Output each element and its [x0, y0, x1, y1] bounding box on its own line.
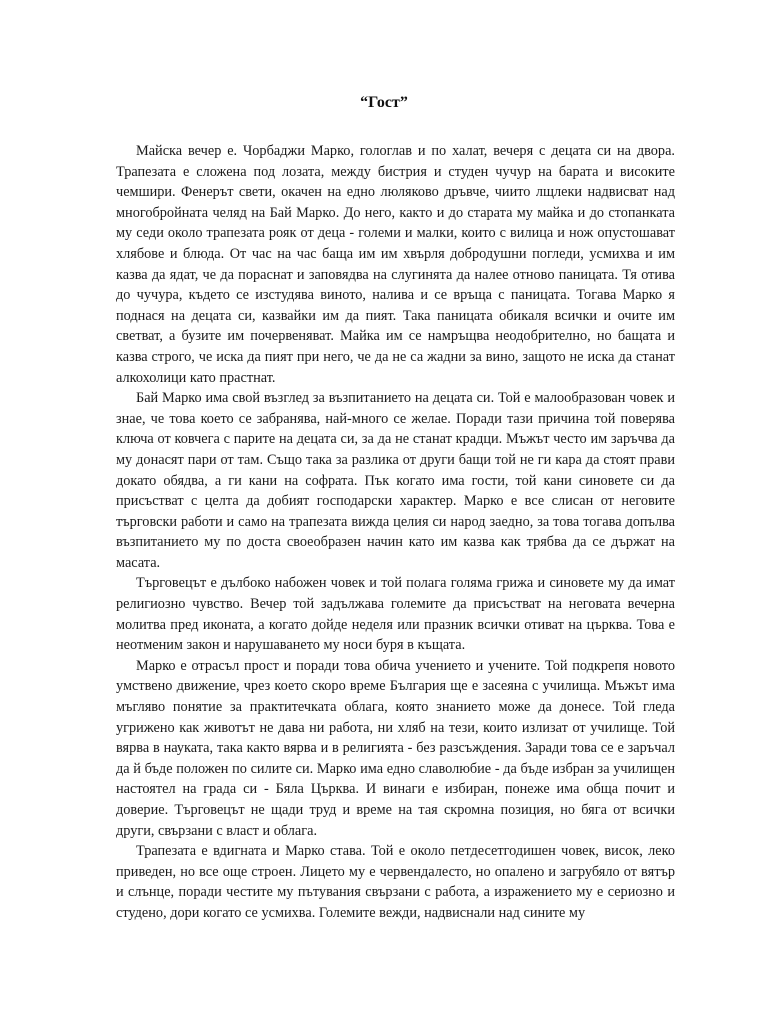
paragraph: Бай Марко има свой възглед за възпитанието на децата си. Той е малообразован човек и знае, че това което се забранява, най-много се желае. Поради тази причина той поверява ключа от ковчега с парите на децата си, за да не станат крадци. Мъжът често им заръчва да му донасят пари от там. Също така за разлика от други бащи той не ги кара да стоят прави докато обядва, а ги кани на софрата. Пък когато има гости, той кани синовете си да присъстват с целта да добият господарски характер. Марко е все слисан от неговите търговски работи и само на трапезата вижда целия си народ заедно, за това тогава допълва възпитанието му по доста своеобразен начин като им казва как трябва да се държат на масата. — [116, 390, 675, 571]
document-title: “Гост” — [360, 94, 408, 111]
paragraph: Трапезата е вдигната и Марко става. Той е около петдесетгодишен човек, висок, леко приведен, но все още строен. Лицето му е червендалесто, но опалено и загрубяло от вятър и слънце, поради честите му пътувания свързани с работа, а изражението му е сериозно и студено, дори когато се усмихва. Големите вежди, надвиснали над сините му — [116, 843, 675, 921]
document-body — [116, 141, 675, 924]
paragraph: Търговецът е дълбоко набожен човек и той полага голяма грижа и синовете му да имат религиозно чувство. Вечер той задължава големите да присъстват на неговата вечерна молитва пред иконата, а когато дойде неделя или празник всички отиват на църква. Това е неотменим закон и нарушаването му носи буря в къщата. — [116, 575, 675, 654]
paragraph: Майска вечер е. Чорбаджи Марко, гологлав и по халат, вечеря с децата си на двора. Трапезата е сложена под лозата, между бистрия и студен чучур на барата и високите чемшири. Фенерът свети, окачен на едно люляково дръвче, чиито лщлеки надвисват над многобройната челяд на Бай Марко. До него, както и до старата му майка и до стопанката му седи около трапезата рояк от деца - големи и малки, които с вилица и нож опустошават хлябове и блюда. От час на час баща им им хвърля добродушни погледи, усмихва и им казва да ядат, че да пораснат и заповядва на слугинята да налее отново паницата. Тя отива до чучура, където се изстудява виното, налива и се връща с паницата. Тогава Марко я поднася на децата си, казвайки им да пият. Така паницата обикаля всички и очите им светват, а бузите им почервеняват. Майка им се намръщва неодобрително, но бащата и казва строго, че иска да пият при него, че да не са жадни за вино, защото не иска да станат алкохолици като прастнат. — [116, 143, 675, 386]
paragraph: Марко е отрасъл прост и поради това обича учението и учените. Той подкрепя новото умствено движение, чрез което скоро време България ще е засеяна с училища. Мъжът има мъгляво понятие за практитечката облага, която знанието може да донесе. Той гледа угрижено как животът не дава ни работа, ни хляб на тези, които излизат от училище. Той вярва в науката, така както вярва и в религията - без разсъждения. Заради това се е заръчал да й бъде положен по силите си. Марко има едно славолюбие - да бъде избран за училищен настоятел на града си - Бяла Църква. И винаги е избиран, понеже има обща почит и доверие. Търговецът не щади труд и време на тая скромна позиция, но бяга от всички други, свързани с власт и облага. — [116, 657, 675, 839]
